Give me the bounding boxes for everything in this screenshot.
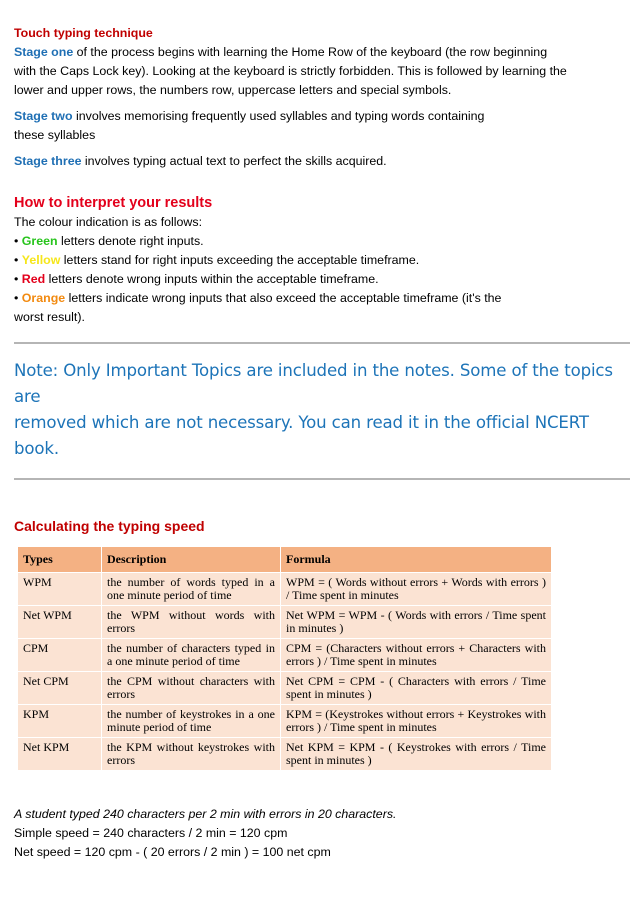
table-row [18,606,552,639]
stage-two-label: Stage two [14,109,73,123]
results-heading: How to interpret your results [14,195,213,211]
table-row [18,738,552,771]
example-question: A student typed 240 characters per 2 min with errors in 20 characters. [14,807,397,821]
example-net-speed: Net speed = 120 cpm - ( 20 errors / 2 min ) = 100 net cpm [14,845,331,859]
cell-type: Net WPM [18,606,102,639]
results-last-line: worst result). [14,310,85,324]
color-word-yellow: Yellow [21,253,61,267]
stage-one-text-2: with the Caps Lock key). Looking at the keyboard is strictly forbidden. This is followed by learning the [14,64,567,78]
table-header-row [18,547,552,573]
cell-formula: Net WPM = WPM - ( Words with errors / Time spent in minutes ) [281,606,552,639]
cell-type: CPM [18,639,102,672]
cell-description: the number of keystrokes in a one minute period of time [102,705,281,738]
cell-type: Net CPM [18,672,102,705]
stage-two-text-1: involves memorising frequently used syllables and typing words containing [72,109,485,123]
results-item-green: • Green letters denote right inputs. [14,234,204,248]
color-word-orange: Orange [21,291,66,305]
stage-one-label: Stage one [14,45,74,59]
cell-type: Net KPM [18,738,102,771]
cell-description: the number of characters typed in a one minute period of time [102,639,281,672]
cell-description: the KPM without keystrokes with errors [102,738,281,771]
results-item-red: • Red letters denote wrong inputs within the acceptable timeframe. [14,272,379,286]
table-row [18,705,552,738]
cell-formula: Net CPM = CPM - ( Characters with errors / Time spent in minutes ) [281,672,552,705]
cell-type: WPM [18,573,102,606]
cell-formula: WPM = ( Words without errors + Words with errors ) / Time spent in minutes [281,573,552,606]
stage-two-paragraph [14,107,630,145]
document-page [14,24,630,862]
cell-formula: CPM = (Characters without errors + Characters with errors ) / Time spent in minutes [281,639,552,672]
header-types: Types [18,547,102,573]
color-word-green: Green [21,234,58,248]
example-simple-speed: Simple speed = 240 characters / 2 min = 120 cpm [14,826,288,840]
results-intro: The colour indication is as follows: [14,215,203,229]
results-item-yellow: • Yellow letters stand for right inputs exceeding the acceptable timeframe. [14,253,420,267]
color-word-red: Red [21,272,46,286]
header-formula: Formula [281,547,552,573]
note-line-2: removed which are not necessary. You can read it in the official NCERT book. [14,413,589,458]
table-row [18,639,552,672]
typing-speed-table [17,546,552,771]
table-row [18,672,552,705]
stage-three-label: Stage three [14,154,82,168]
stage-three-paragraph [14,152,630,171]
cell-description: the number of words typed in a one minute period of time [102,573,281,606]
stage-one-text-1: of the process begins with learning the Home Row of the keyboard (the row beginning [73,45,548,59]
note-line-1: Note: Only Important Topics are included in the notes. Some of the topics are [14,361,613,406]
stage-three-text: involves typing actual text to perfect the skills acquired. [81,154,387,168]
header-description: Description [102,547,281,573]
cell-formula: Net KPM = KPM - ( Keystrokes with errors / Time spent in minutes ) [281,738,552,771]
table-row [18,573,552,606]
calc-heading: Calculating the typing speed [14,518,205,534]
cell-type: KPM [18,705,102,738]
results-item-orange: • Orange letters indicate wrong inputs that also exceed the acceptable timeframe (it's the [14,291,502,305]
stage-one-paragraph [14,43,630,100]
cell-description: the WPM without words with errors [102,606,281,639]
cell-description: the CPM without characters with errors [102,672,281,705]
stage-one-text-3: lower and upper rows, the numbers row, uppercase letters and special symbols. [14,83,452,97]
touch-typing-heading: Touch typing technique [14,26,153,40]
stage-two-text-2: these syllables [14,128,96,142]
cell-formula: KPM = (Keystrokes without errors + Keystrokes with errors ) / Time spent in minutes [281,705,552,738]
